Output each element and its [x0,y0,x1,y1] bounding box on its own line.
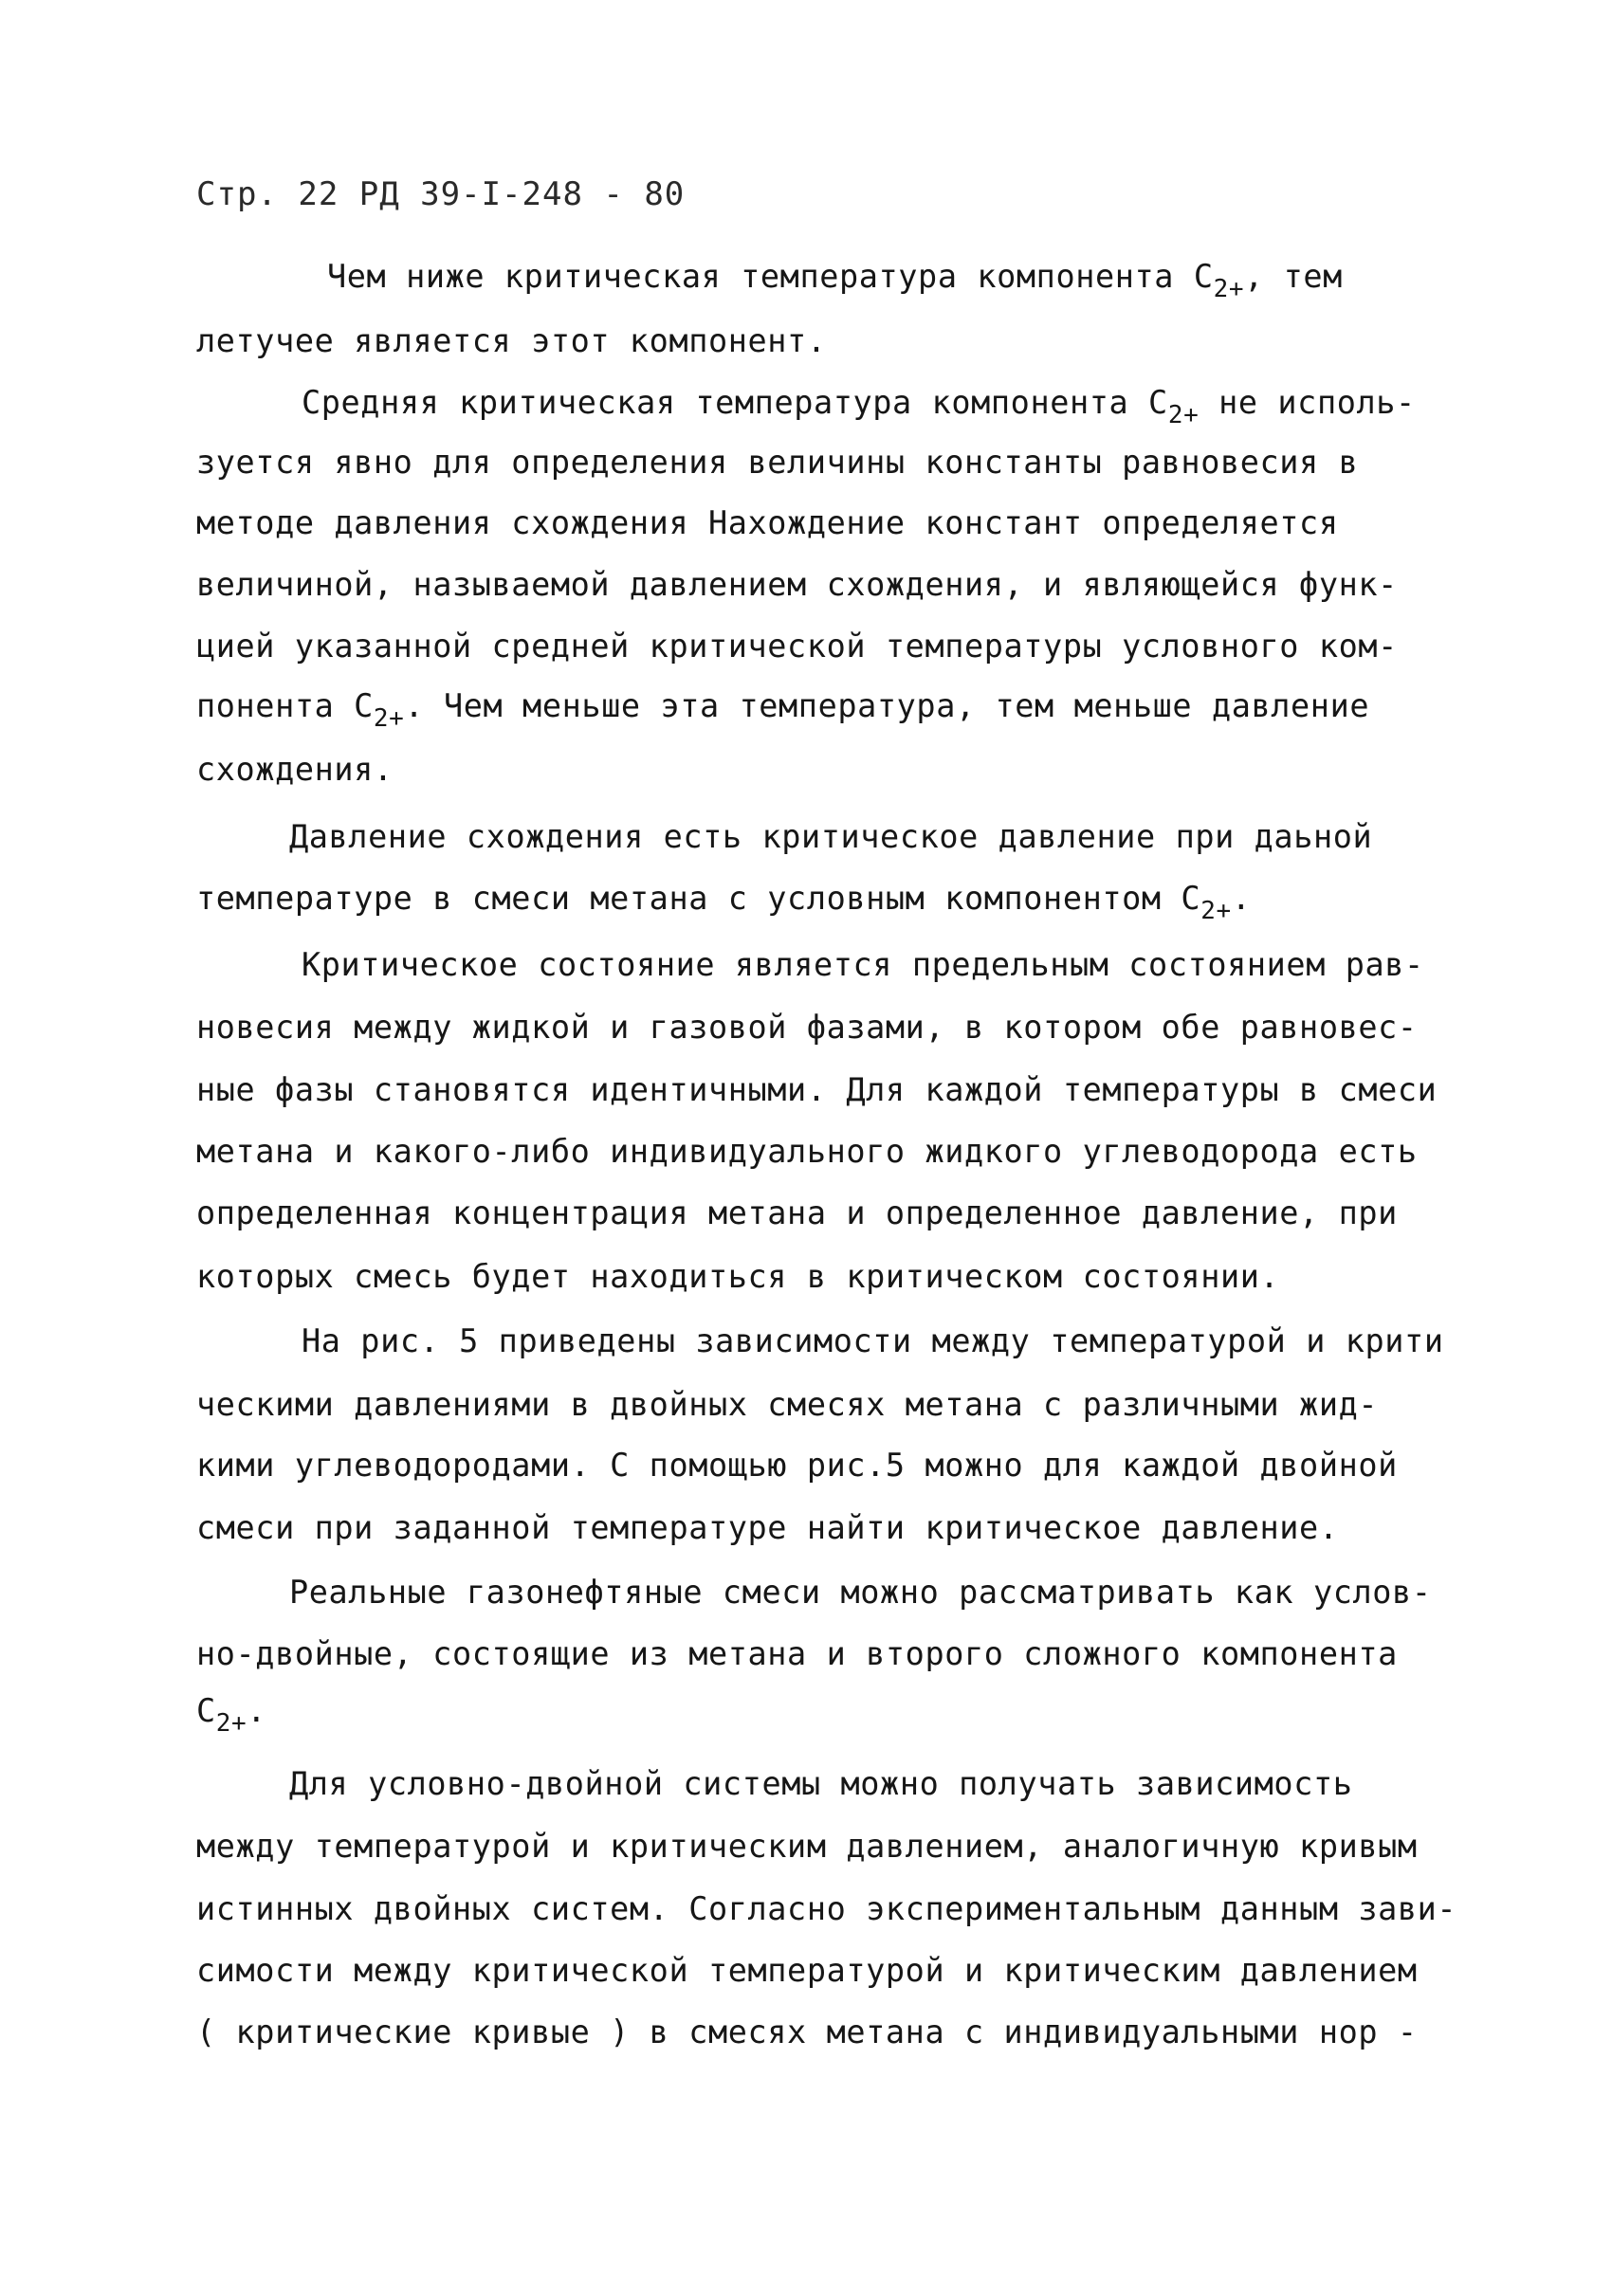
text-line: понента $C_{2+}$. Чем меньше эта температура, тем меньше давление [196,687,1370,733]
page-header: Стр. 22 РД 39-I-248 - 80 [196,175,686,213]
text-line: смеси при заданной температуре найти критическое давление. [196,1509,1339,1546]
text-line: Давление схождения есть критическое давление при даьной [289,818,1373,855]
text-line: летучее является этот компонент. [196,322,827,359]
text-line: Критическое состояние является предельным состоянием рав- [302,946,1424,983]
text-line: На рис. 5 приведены зависимости между температурой и крити [302,1322,1444,1359]
text-line: новесия между жидкой и газовой фазами, в котором обе равновес- [196,1009,1418,1046]
text-line: которых смесь будет находиться в критическом состоянии. [196,1258,1280,1295]
text-line: зуется явно для определения величины константы равновесия в [196,444,1359,481]
text-line: методе давления схождения Нахождение констант определяется [196,504,1339,541]
text-line: между температурой и критическим давлением, аналогичную кривым [196,1828,1418,1865]
text-line: ческими давлениями в двойных смесях метана с различными жид- [196,1386,1379,1423]
text-line: Для условно-двойной системы можно получать зависимость [289,1765,1353,1802]
text-line: температуре в смеси метана с условным компонентом $C_{2+}$. [196,880,1252,925]
text-line: схождения. [196,751,394,788]
text-line: цией указанной средней критической температуры условного ком- [196,628,1398,665]
text-line: Реальные газонефтяные смеси можно рассматривать как услов- [289,1574,1432,1611]
text-line: ( критические кривые ) в смесях метана с индивидуальными нор - [196,2014,1418,2050]
text-line: величиной, называемой давлением схождения, и являющейся функ- [196,566,1398,603]
text-line: определенная концентрация метана и определенное давление, при [196,1194,1398,1231]
text-line: кими углеводородами. С помощью рис.5 можно для каждой двойной [196,1447,1398,1484]
text-line: истинных двойных систем. Согласно экспериментальным данным зави- [196,1890,1457,1927]
text-line: но-двойные, состоящие из метана и второго сложного компонента [196,1635,1398,1672]
text-line: Средняя критическая температура компонента $C_{2+}$ не исполь- [302,384,1416,429]
text-line: ные фазы становятся идентичными. Для каждой температуры в смеси [196,1071,1438,1108]
text-line: метана и какого-либо индивидуального жидкого углеводорода есть [196,1133,1418,1170]
text-line: симости между критической температурой и критическим давлением [196,1952,1418,1989]
text-line: Чем ниже критическая температура компонента $C_{2+}$, тем [327,258,1343,303]
text-line: $C_{2+}$. [196,1692,267,1738]
